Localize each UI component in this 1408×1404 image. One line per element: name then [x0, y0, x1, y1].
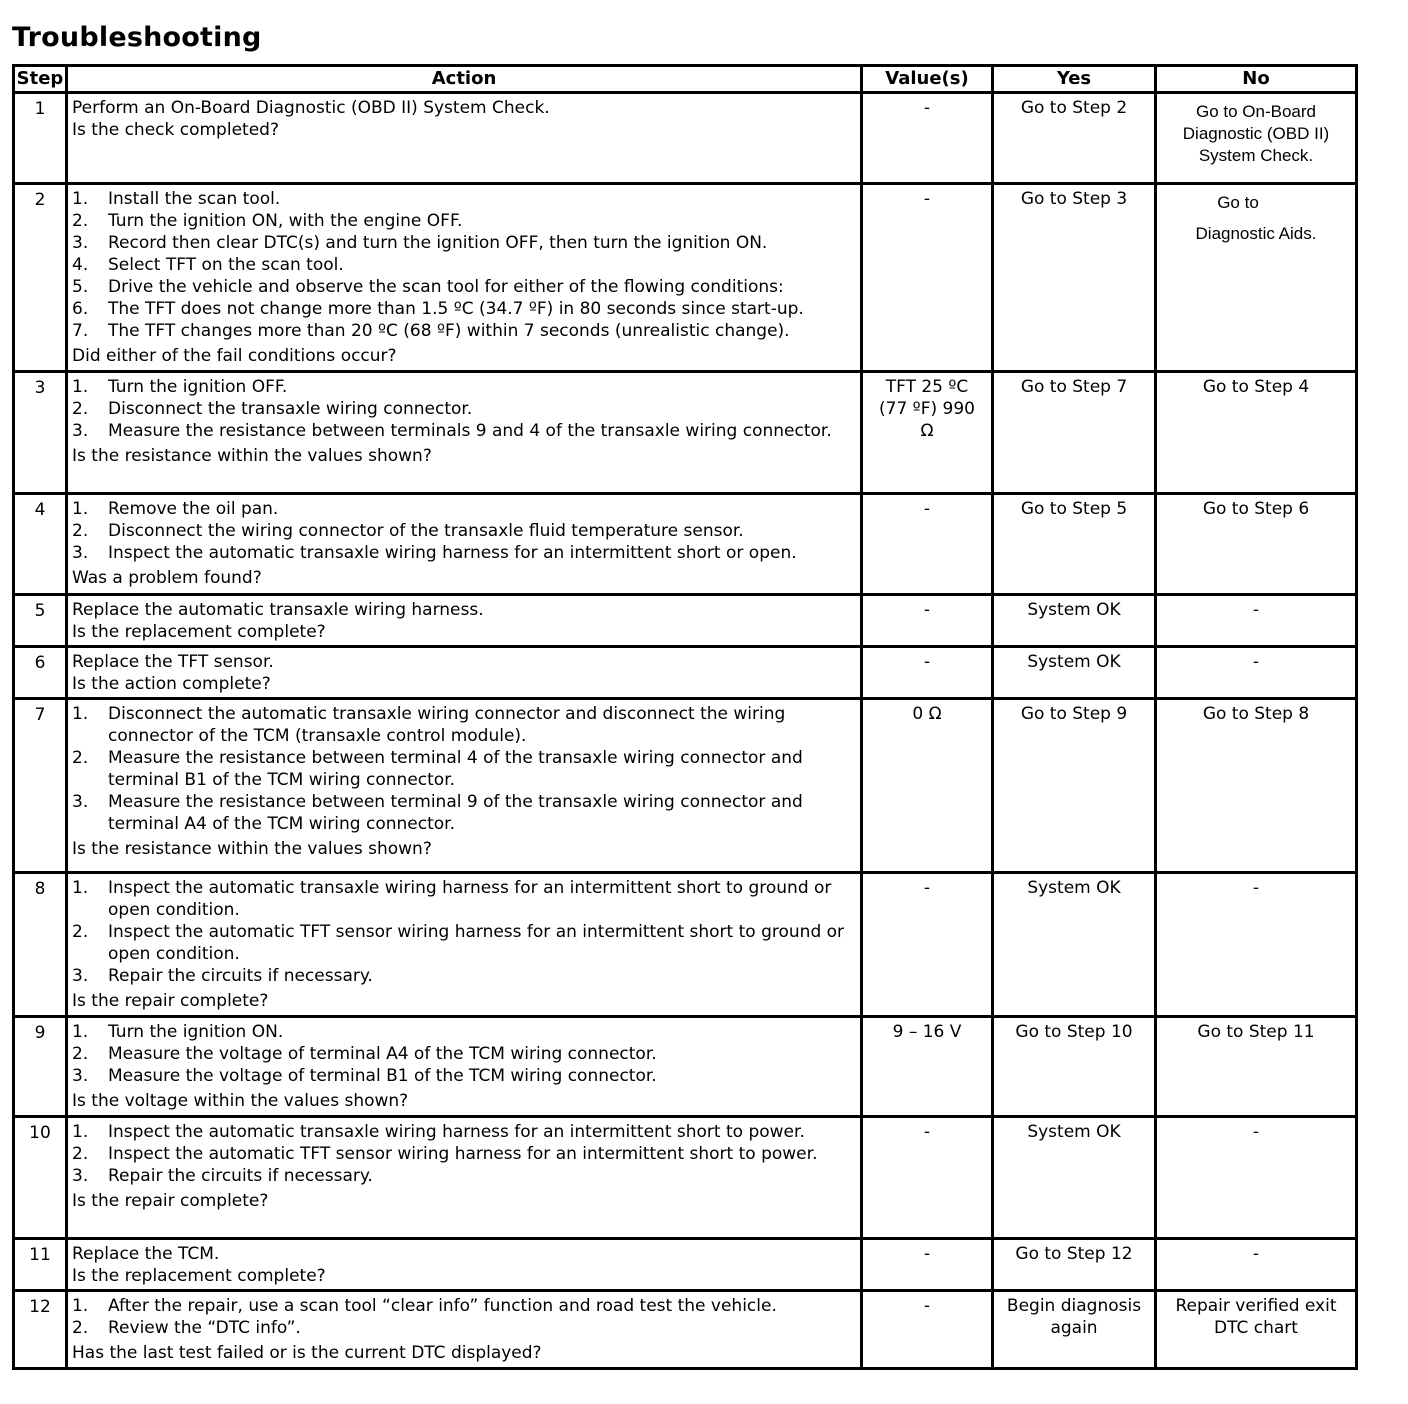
list-item-text: Disconnect the automatic transaxle wiring connector and disconnect the wiring connector of the TCM (transaxle control module).	[108, 704, 786, 746]
list-item-text: The TFT changes more than 20 ºC (68 ºF) within 7 seconds (unrealistic change).	[108, 321, 790, 341]
list-item-text: Turn the ignition ON, with the engine OFF.	[108, 211, 463, 231]
action-question: Was a problem found?	[72, 568, 262, 588]
action-question: Is the resistance within the values shown?	[72, 839, 432, 859]
list-item-number: 2.	[72, 1044, 89, 1064]
list-item-text: Drive the vehicle and observe the scan tool for either of the flowing conditions:	[108, 277, 784, 297]
action-cell	[67, 494, 862, 595]
table-row	[14, 1017, 1357, 1117]
value-cell: -	[862, 1291, 993, 1369]
list-item-number: 1.	[72, 1022, 89, 1042]
step-number: 8	[14, 873, 67, 1017]
troubleshooting-table	[12, 64, 1358, 1370]
value-cell: TFT 25 ºC (77 ºF) 990 Ω	[862, 372, 993, 494]
action-cell	[67, 184, 862, 372]
yes-cell: System OK	[993, 873, 1156, 1017]
list-item-text: Turn the ignition ON.	[108, 1022, 284, 1042]
no-cell: -	[1156, 1117, 1357, 1239]
action-cell	[67, 699, 862, 873]
action-text: Replace the TFT sensor.	[72, 652, 274, 672]
list-item-number: 4.	[72, 255, 89, 275]
list-item	[72, 921, 856, 965]
list-item-number: 1.	[72, 377, 89, 397]
list-item	[72, 703, 856, 747]
no-cell: Go to Step 8	[1156, 699, 1357, 873]
yes-cell: Begin diagnosis again	[993, 1291, 1156, 1369]
list-item-text: Measure the resistance between terminals 9 and 4 of the transaxle wiring connector.	[108, 421, 832, 441]
list-item-text: The TFT does not change more than 1.5 ºC (34.7 ºF) in 80 seconds since start-up.	[108, 299, 804, 319]
yes-cell: Go to Step 2	[993, 93, 1156, 184]
step-number: 3	[14, 372, 67, 494]
step-number: 6	[14, 647, 67, 699]
list-item	[72, 1165, 856, 1187]
action-text: Perform an On-Board Diagnostic (OBD II) System Check.	[72, 98, 550, 118]
list-item	[72, 398, 856, 420]
step-number: 4	[14, 494, 67, 595]
table-row	[14, 595, 1357, 647]
list-item-number: 3.	[72, 233, 89, 253]
list-item	[72, 791, 856, 835]
yes-cell: Go to Step 5	[993, 494, 1156, 595]
no-cell	[1156, 184, 1357, 372]
table-row	[14, 699, 1357, 873]
list-item-number: 3.	[72, 543, 89, 563]
list-item-number: 1.	[72, 1122, 89, 1142]
step-number: 12	[14, 1291, 67, 1369]
table-body	[14, 93, 1357, 1369]
step-number: 1	[14, 93, 67, 184]
list-item-number: 2.	[72, 1144, 89, 1164]
list-item	[72, 1295, 856, 1317]
action-list	[72, 376, 856, 442]
action-question: Is the check completed?	[72, 120, 279, 140]
list-item	[72, 376, 856, 398]
list-item-number: 1.	[72, 878, 89, 898]
list-item	[72, 1043, 856, 1065]
list-item-number: 6.	[72, 299, 89, 319]
no-cell-line: Diagnostic Aids.	[1195, 224, 1317, 243]
action-question: Is the action complete?	[72, 674, 271, 694]
action-list	[72, 1295, 856, 1339]
list-item	[72, 498, 856, 520]
list-item-text: Install the scan tool.	[108, 189, 281, 209]
value-cell: -	[862, 595, 993, 647]
step-number: 11	[14, 1239, 67, 1291]
list-item	[72, 520, 856, 542]
list-item	[72, 210, 856, 232]
list-item	[72, 747, 856, 791]
value-cell: 0 Ω	[862, 699, 993, 873]
step-number: 5	[14, 595, 67, 647]
list-item-text: Disconnect the transaxle wiring connector.	[108, 399, 473, 419]
list-item-number: 3.	[72, 1166, 89, 1186]
action-cell	[67, 1117, 862, 1239]
list-item	[72, 276, 856, 298]
list-item-number: 1.	[72, 704, 89, 724]
value-cell: -	[862, 184, 993, 372]
step-number: 10	[14, 1117, 67, 1239]
action-cell	[67, 595, 862, 647]
no-cell: Go to Step 6	[1156, 494, 1357, 595]
list-item-text: Inspect the automatic transaxle wiring harness for an intermittent short to ground or open condition.	[108, 878, 832, 920]
list-item-text: Measure the voltage of terminal B1 of the TCM wiring connector.	[108, 1066, 657, 1086]
no-cell: Go to Step 4	[1156, 372, 1357, 494]
yes-cell: Go to Step 12	[993, 1239, 1156, 1291]
action-list	[72, 703, 856, 835]
action-question: Is the replacement complete?	[72, 622, 326, 642]
no-cell: Go to Step 11	[1156, 1017, 1357, 1117]
value-cell: -	[862, 494, 993, 595]
list-item-number: 3.	[72, 792, 89, 812]
list-item-number: 2.	[72, 748, 89, 768]
list-item-number: 3.	[72, 421, 89, 441]
yes-cell: Go to Step 7	[993, 372, 1156, 494]
value-cell: -	[862, 1239, 993, 1291]
yes-cell: System OK	[993, 647, 1156, 699]
list-item-number: 2.	[72, 521, 89, 541]
action-cell	[67, 1239, 862, 1291]
no-cell: Go to On-Board Diagnostic (OBD II) System Check.	[1156, 93, 1357, 184]
list-item-text: Inspect the automatic transaxle wiring harness for an intermittent short to power.	[108, 1122, 805, 1142]
list-item-number: 3.	[72, 1066, 89, 1086]
list-item-text: Record then clear DTC(s) and turn the ignition OFF, then turn the ignition ON.	[108, 233, 768, 253]
list-item-number: 1.	[72, 499, 89, 519]
list-item-number: 5.	[72, 277, 89, 297]
value-cell: -	[862, 93, 993, 184]
list-item	[72, 320, 856, 342]
list-item	[72, 1143, 856, 1165]
table-row	[14, 184, 1357, 372]
value-cell: 9 – 16 V	[862, 1017, 993, 1117]
table-row	[14, 647, 1357, 699]
table-row	[14, 1239, 1357, 1291]
list-item-number: 3.	[72, 966, 89, 986]
action-cell	[67, 93, 862, 184]
list-item	[72, 877, 856, 921]
action-question: Is the repair complete?	[72, 1191, 269, 1211]
table-row	[14, 93, 1357, 184]
table-row	[14, 494, 1357, 595]
yes-cell: System OK	[993, 1117, 1156, 1239]
action-question: Is the replacement complete?	[72, 1266, 326, 1286]
action-question: Is the resistance within the values shown?	[72, 446, 432, 466]
column-header-no: No	[1156, 66, 1357, 93]
list-item	[72, 542, 856, 564]
step-number: 9	[14, 1017, 67, 1117]
list-item-number: 2.	[72, 922, 89, 942]
action-question: Is the repair complete?	[72, 991, 269, 1011]
column-header-action: Action	[67, 66, 862, 93]
list-item	[72, 232, 856, 254]
table-header-row	[14, 66, 1357, 93]
no-cell: -	[1156, 873, 1357, 1017]
list-item	[72, 1021, 856, 1043]
step-number: 2	[14, 184, 67, 372]
action-question: Has the last test failed or is the current DTC displayed?	[72, 1343, 542, 1363]
list-item-text: Select TFT on the scan tool.	[108, 255, 344, 275]
table-row	[14, 1117, 1357, 1239]
list-item	[72, 298, 856, 320]
list-item-number: 2.	[72, 211, 89, 231]
action-cell	[67, 372, 862, 494]
action-list	[72, 188, 856, 342]
no-cell: -	[1156, 647, 1357, 699]
list-item-text: Review the “DTC info”.	[108, 1318, 301, 1338]
yes-cell: Go to Step 10	[993, 1017, 1156, 1117]
value-cell: -	[862, 873, 993, 1017]
list-item-text: Repair the circuits if necessary.	[108, 966, 373, 986]
action-cell	[67, 873, 862, 1017]
yes-cell: System OK	[993, 595, 1156, 647]
yes-cell: Go to Step 3	[993, 184, 1156, 372]
action-question: Is the voltage within the values shown?	[72, 1091, 409, 1111]
no-cell: -	[1156, 595, 1357, 647]
action-cell	[67, 1017, 862, 1117]
list-item-text: Inspect the automatic TFT sensor wiring harness for an intermittent short to ground or open condition.	[108, 922, 845, 964]
no-cell: -	[1156, 1239, 1357, 1291]
list-item-number: 1.	[72, 1296, 89, 1316]
table-row	[14, 1291, 1357, 1369]
table-row	[14, 372, 1357, 494]
list-item-text: Measure the voltage of terminal A4 of the TCM wiring connector.	[108, 1044, 657, 1064]
list-item-text: After the repair, use a scan tool “clear info” function and road test the vehicle.	[108, 1296, 777, 1316]
column-header-step: Step	[14, 66, 67, 93]
page-title: Troubleshooting	[12, 22, 262, 53]
table-row	[14, 873, 1357, 1017]
list-item	[72, 188, 856, 210]
column-header-yes: Yes	[993, 66, 1156, 93]
no-cell: Repair verified exit DTC chart	[1156, 1291, 1357, 1369]
list-item-text: Measure the resistance between terminal 9 of the transaxle wiring connector and terminal A4 of the TCM wiring connector.	[108, 792, 803, 834]
action-question: Did either of the fail conditions occur?	[72, 346, 397, 366]
value-cell: -	[862, 647, 993, 699]
list-item-number: 7.	[72, 321, 89, 341]
action-text: Replace the automatic transaxle wiring harness.	[72, 600, 484, 620]
list-item-text: Inspect the automatic TFT sensor wiring harness for an intermittent short to power.	[108, 1144, 818, 1164]
list-item	[72, 420, 856, 442]
column-header-values: Value(s)	[862, 66, 993, 93]
list-item-number: 1.	[72, 189, 89, 209]
action-list	[72, 1121, 856, 1187]
action-list	[72, 1021, 856, 1087]
value-cell: -	[862, 1117, 993, 1239]
list-item	[72, 965, 856, 987]
no-cell-line: Go to	[1217, 193, 1259, 212]
action-text: Replace the TCM.	[72, 1244, 220, 1264]
action-cell	[67, 647, 862, 699]
list-item-text: Repair the circuits if necessary.	[108, 1166, 373, 1186]
list-item-number: 2.	[72, 1318, 89, 1338]
list-item	[72, 1065, 856, 1087]
list-item-number: 2.	[72, 399, 89, 419]
list-item	[72, 1317, 856, 1339]
action-cell	[67, 1291, 862, 1369]
yes-cell: Go to Step 9	[993, 699, 1156, 873]
step-number: 7	[14, 699, 67, 873]
list-item-text: Inspect the automatic transaxle wiring harness for an intermittent short or open.	[108, 543, 797, 563]
list-item-text: Measure the resistance between terminal 4 of the transaxle wiring connector and terminal B1 of the TCM wiring connector.	[108, 748, 803, 790]
list-item	[72, 254, 856, 276]
action-list	[72, 877, 856, 987]
list-item-text: Turn the ignition OFF.	[108, 377, 288, 397]
list-item-text: Remove the oil pan.	[108, 499, 279, 519]
list-item-text: Disconnect the wiring connector of the transaxle fluid temperature sensor.	[108, 521, 744, 541]
list-item	[72, 1121, 856, 1143]
action-list	[72, 498, 856, 564]
